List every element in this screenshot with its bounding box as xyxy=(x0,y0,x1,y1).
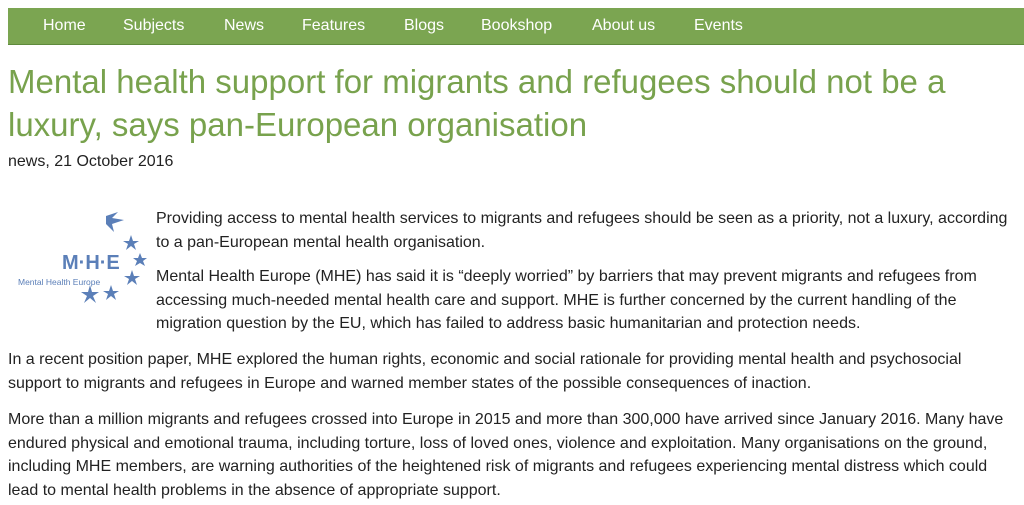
bird-icon xyxy=(106,212,124,232)
star-icon xyxy=(133,253,147,266)
article-title: Mental health support for migrants and refugees should not be a luxury, says pan-European organisation xyxy=(8,63,946,143)
logo-caption: Mental Health Europe xyxy=(18,277,101,287)
nav-bookshop[interactable]: Bookshop xyxy=(481,17,553,34)
nav-news[interactable]: News xyxy=(224,17,265,34)
nav-home[interactable]: Home xyxy=(43,17,86,34)
logo-name: M·H·E xyxy=(62,252,120,274)
star-icon xyxy=(81,285,99,303)
star-icon xyxy=(123,235,139,250)
mhe-logo xyxy=(14,210,154,320)
article-meta: news, 21 October 2016 xyxy=(8,153,174,170)
article-paragraph: In a recent position paper, MHE explored the human rights, economic and social rationale for providing mental health and psychosocial support to migrants and refugees in Europe and warned member states of the possible consequences of inaction. xyxy=(8,351,962,392)
nav-features[interactable]: Features xyxy=(302,17,366,34)
nav-blogs[interactable]: Blogs xyxy=(404,17,445,34)
nav-about-us[interactable]: About us xyxy=(592,17,656,34)
article-paragraph: Mental Health Europe (MHE) has said it is “deeply worried” by barriers that may prevent migrants and refugees from accessing much-needed mental health care and support. MHE is further concerned by the current handling of the migration question by the EU, which has failed to address basic humanitarian and protection needs. xyxy=(156,268,977,332)
article-paragraph: More than a million migrants and refugees crossed into Europe in 2015 and more than 300,000 have arrived since January 2016. Many have endured physical and emotional trauma, including torture, loss of loved ones, violence and exploitation. Many organisations on the ground, including MHE members, are warning authorities of the heightened risk of migrants and refugees experiencing mental distress which could lead to mental health problems in the absence of appropriate support. xyxy=(8,411,1004,499)
nav-events[interactable]: Events xyxy=(694,17,743,34)
star-icon xyxy=(124,270,140,285)
star-icon xyxy=(103,285,119,300)
nav-subjects[interactable]: Subjects xyxy=(123,17,185,34)
main-nav xyxy=(8,8,1024,45)
article-paragraph: Providing access to mental health services to migrants and refugees should be seen as a priority, not a luxury, according to a pan-European mental health organisation. xyxy=(156,210,1008,251)
